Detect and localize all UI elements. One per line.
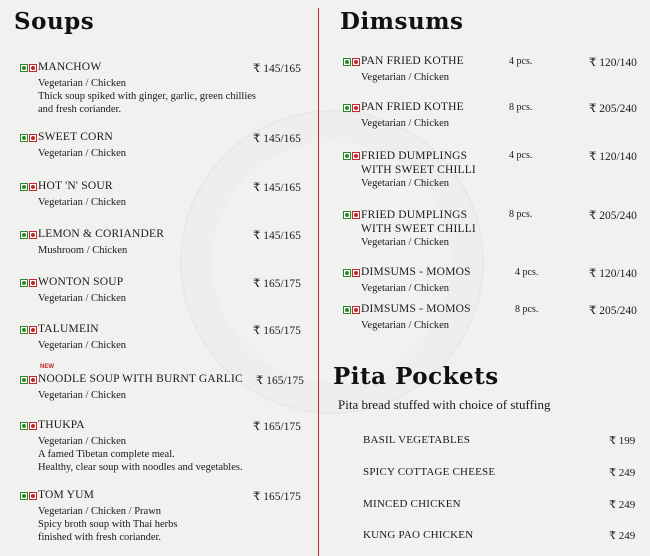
- item-name: LEMON & CORIANDER: [38, 228, 165, 240]
- item-name: FRIED DUMPLINGS WITH SWEET CHILLI: [361, 209, 476, 235]
- item-name: NOODLE SOUP WITH BURNT GARLIC: [38, 373, 243, 385]
- item-name: PAN FRIED KOTHE: [361, 101, 464, 113]
- pita-title: Pita Pockets: [333, 363, 499, 390]
- item-desc: Vegetarian / Chicken: [38, 148, 127, 159]
- item-price: ₹ 205/240: [589, 305, 637, 317]
- item-price: ₹ 205/240: [589, 103, 637, 115]
- item-name: KUNG PAO CHICKEN: [363, 529, 474, 541]
- dimsum-item: [343, 55, 648, 84]
- item-pcs: 8 pcs.: [509, 209, 533, 220]
- pita-intro: Pita bread stuffed with choice of stuffing: [338, 397, 551, 412]
- veg-nonveg-icon: [343, 306, 360, 314]
- veg-nonveg-icon: [20, 183, 37, 191]
- veg-nonveg-icon: [343, 269, 360, 277]
- item-desc: Healthy, clear soup with noodles and vegetables.: [38, 462, 243, 473]
- dimsums-title: Dimsums: [340, 8, 464, 35]
- item-price: ₹ 165/175: [253, 491, 301, 503]
- item-desc: Vegetarian / Chicken: [38, 293, 127, 304]
- item-name: THUKPA: [38, 419, 85, 431]
- item-desc: Mushroom / Chicken: [38, 245, 128, 256]
- item-pcs: 4 pcs.: [509, 150, 533, 161]
- soup-item: [20, 276, 310, 305]
- veg-nonveg-icon: [20, 376, 37, 384]
- item-desc: Vegetarian / Chicken: [38, 78, 127, 89]
- pita-item: [319, 529, 650, 545]
- soup-item: [20, 61, 310, 116]
- item-price: ₹ 120/140: [589, 151, 637, 163]
- item-price: ₹ 165/175: [256, 375, 304, 387]
- item-desc: Vegetarian / Chicken: [38, 436, 127, 447]
- veg-nonveg-icon: [20, 326, 37, 334]
- veg-nonveg-icon: [343, 58, 360, 66]
- item-name: MINCED CHICKEN: [363, 498, 461, 510]
- item-price: ₹ 199: [609, 435, 636, 447]
- item-name: SWEET CORN: [38, 131, 113, 143]
- item-name: DIMSUMS - MOMOS: [361, 303, 471, 315]
- item-name: TOM YUM: [38, 489, 95, 501]
- item-desc: Vegetarian / Chicken / Prawn: [38, 506, 162, 517]
- item-name: HOT 'N' SOUR: [38, 180, 113, 192]
- veg-nonveg-icon: [20, 492, 37, 500]
- soup-item: [20, 419, 316, 474]
- veg-nonveg-icon: [20, 64, 37, 72]
- item-name: WONTON SOUP: [38, 276, 124, 288]
- item-pcs: 8 pcs.: [509, 102, 533, 113]
- item-desc: Vegetarian / Chicken: [361, 178, 450, 189]
- item-price: ₹ 145/165: [253, 133, 301, 145]
- item-pcs: 4 pcs.: [515, 267, 539, 278]
- item-price: ₹ 165/175: [253, 325, 301, 337]
- item-name: MANCHOW: [38, 61, 102, 73]
- item-price: ₹ 145/165: [253, 182, 301, 194]
- soup-item: [20, 364, 316, 402]
- item-price: ₹ 145/165: [253, 63, 301, 75]
- item-name: BASIL VEGETABLES: [363, 434, 471, 446]
- soup-item: [20, 180, 310, 209]
- veg-nonveg-icon: [343, 211, 360, 219]
- item-price: ₹ 249: [609, 530, 636, 542]
- veg-nonveg-icon: [343, 152, 360, 160]
- veg-nonveg-icon: [343, 104, 360, 112]
- item-pcs: 8 pcs.: [515, 304, 539, 315]
- item-name: TALUMEIN: [38, 323, 99, 335]
- veg-nonveg-icon: [20, 422, 37, 430]
- veg-nonveg-icon: [20, 231, 37, 239]
- item-price: ₹ 249: [609, 499, 636, 511]
- soup-item: [20, 489, 316, 544]
- dimsum-item: [343, 266, 648, 295]
- item-name: DIMSUMS - MOMOS: [361, 266, 471, 278]
- item-desc: Vegetarian / Chicken: [361, 283, 450, 294]
- item-price: ₹ 165/175: [253, 421, 301, 433]
- soup-item: [20, 228, 310, 257]
- pita-item: [319, 434, 650, 450]
- item-desc: Thick soup spiked with ginger, garlic, green chillies: [38, 91, 256, 102]
- item-price: ₹ 205/240: [589, 210, 637, 222]
- dimsum-item: [343, 208, 648, 249]
- item-desc: finished with fresh coriander.: [38, 532, 162, 543]
- item-desc: Vegetarian / Chicken: [361, 118, 450, 129]
- item-price: ₹ 165/175: [253, 278, 301, 290]
- veg-nonveg-icon: [20, 134, 37, 142]
- item-desc: Vegetarian / Chicken: [38, 390, 127, 401]
- dimsum-item: [343, 303, 648, 332]
- item-desc: Vegetarian / Chicken: [361, 237, 450, 248]
- item-price: ₹ 249: [609, 467, 636, 479]
- soup-item: [20, 323, 310, 352]
- item-desc: and fresh coriander.: [38, 104, 122, 115]
- item-price: ₹ 145/165: [253, 230, 301, 242]
- item-price: ₹ 120/140: [589, 268, 637, 280]
- item-name: SPICY COTTAGE CHEESE: [363, 466, 496, 478]
- item-name: PAN FRIED KOTHE: [361, 55, 464, 67]
- dimsum-item: [343, 101, 648, 130]
- dimsum-item: [343, 149, 648, 190]
- pita-item: [319, 466, 650, 482]
- pita-item: [319, 498, 650, 514]
- item-desc: Vegetarian / Chicken: [361, 320, 450, 331]
- item-desc: Vegetarian / Chicken: [38, 197, 127, 208]
- item-price: ₹ 120/140: [589, 57, 637, 69]
- veg-nonveg-icon: [20, 279, 37, 287]
- soup-item: [20, 131, 310, 160]
- item-desc: Vegetarian / Chicken: [38, 340, 127, 351]
- soups-title: Soups: [14, 8, 95, 35]
- item-pcs: 4 pcs.: [509, 56, 533, 67]
- new-badge: NEW: [40, 364, 54, 370]
- item-name: FRIED DUMPLINGS WITH SWEET CHILLI: [361, 150, 476, 176]
- item-desc: Vegetarian / Chicken: [361, 72, 450, 83]
- item-desc: Spicy broth soup with Thai herbs: [38, 519, 178, 530]
- item-desc: A famed Tibetan complete meal.: [38, 449, 175, 460]
